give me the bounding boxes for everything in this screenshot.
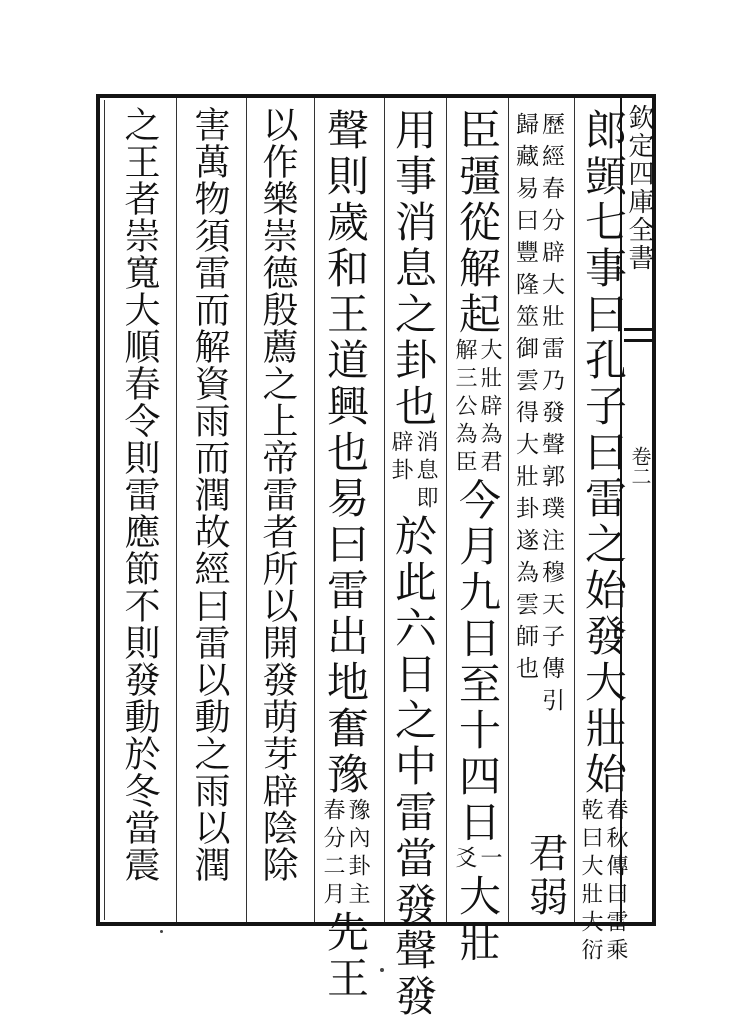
main-text: 於此六日之中雷當發聲發 [389,514,438,1020]
main-text: 大壯 [453,874,502,966]
annotation-line: 歸藏易曰豐隆筮御雲得大壯卦遂為雲師也 [512,112,538,688]
text-column-7 [184,106,234,883]
main-text: 先王 [321,910,370,1002]
column-separator [246,98,247,922]
print-speck [160,930,163,933]
main-text: 今月九日至十四日 [453,478,502,846]
main-text: 害萬物須雷而解資雨而潤故經曰雷以動之雨以潤 [189,106,230,883]
text-column-8 [114,106,164,883]
text-column-3 [452,108,502,966]
main-text: 以作樂崇德殷薦之上帝雷者所以開發萌芽辟陰除 [257,106,298,883]
text-column-1 [578,108,628,966]
gutter-fishtail-mark [624,328,652,342]
annotation-line: 豫內卦主 [345,798,370,910]
annotation-line: 消息即 [413,430,438,514]
main-text: 郎顗七事曰孔子曰雷之始發大壯始 [579,108,628,798]
annotation-line: 大壯辟為君 [477,338,502,478]
column-separator [446,98,447,922]
annotation-line: 乾曰大壯大衍 [578,798,603,966]
print-speck [380,968,384,972]
column-separator [574,98,575,922]
column-separator [508,98,509,922]
text-column-5 [320,108,370,1002]
main-text: 用事消息之卦也 [389,108,438,430]
main-text: 之王者崇寬大順春令則雷應節不則發動於冬當震 [119,106,160,883]
gutter-volume-label: 卷二 [628,446,652,486]
text-column-4 [388,108,438,1020]
text-column-2 [512,112,564,720]
annotation-line: 辟卦 [388,430,413,486]
annotation-line: 春分二月 [320,798,345,910]
text-column-6 [252,106,302,883]
annotation-line: 春秋傳曰雷乘 [603,798,628,966]
column-separator [176,98,177,922]
annotation-note [388,430,438,514]
text-column-2-tail: 君弱 [522,832,568,920]
annotation-note [320,798,370,910]
column-separator [384,98,385,922]
annotation-line: 解三公為臣 [452,338,477,478]
annotation-line: 一 [477,846,502,874]
annotation-note [452,846,502,874]
annotation-line: 爻 [452,846,477,874]
main-text: 聲則歲和王道興也易曰雷出地奮豫 [321,108,370,798]
column-separator [314,98,315,922]
annotation-note [452,338,502,478]
annotation-line: 歷經春分辟大壯雷乃發聲郭璞注穆天子傳引 [538,112,564,720]
main-text: 臣彊從解起 [453,108,502,338]
annotation-note [578,798,628,966]
gutter-book-title: 欽定四庫全書 [624,104,654,272]
